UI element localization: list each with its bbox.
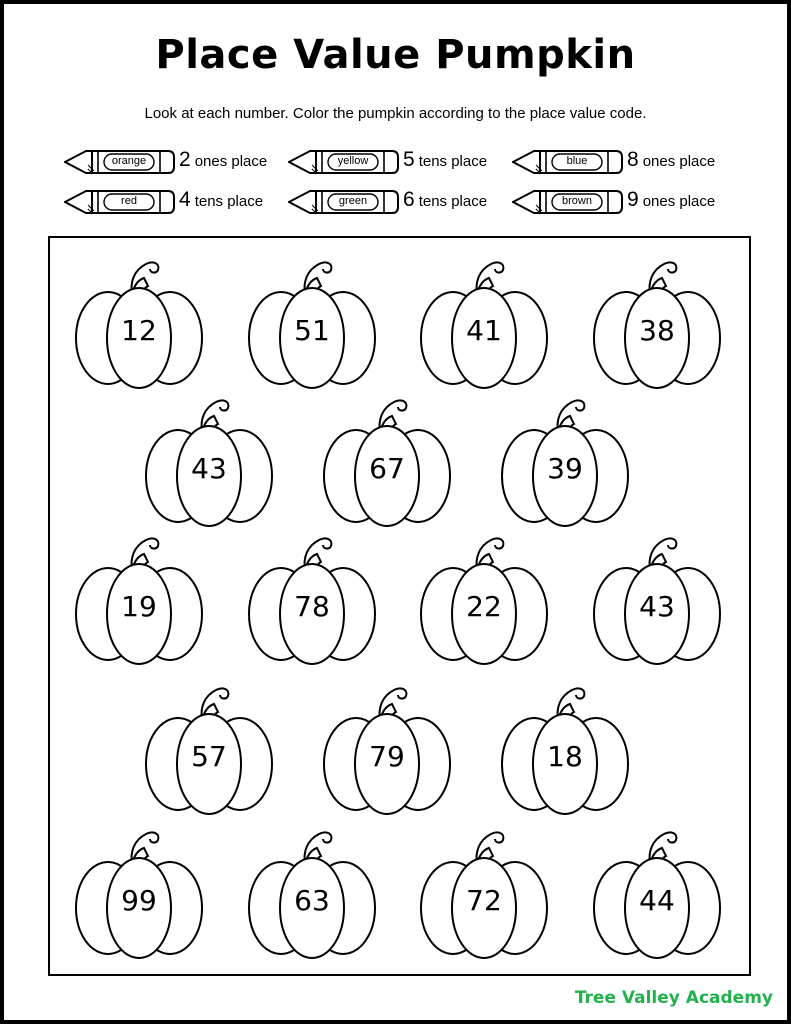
pumpkin-number: 57: [191, 740, 227, 773]
pumpkin-number: 78: [294, 590, 330, 623]
pumpkin[interactable]: [74, 532, 204, 672]
pumpkin-number: 72: [466, 884, 502, 917]
pumpkin-number: 19: [121, 590, 157, 623]
pumpkin-grid: [48, 236, 751, 976]
crayon-label: green: [338, 195, 368, 207]
pumpkin[interactable]: [419, 532, 549, 672]
page-title: Place Value Pumpkin: [155, 32, 636, 78]
pumpkin[interactable]: [592, 532, 722, 672]
pumpkin[interactable]: [74, 826, 204, 966]
pumpkin[interactable]: [322, 394, 452, 534]
crayon-label: red: [121, 195, 137, 207]
pumpkin[interactable]: [247, 532, 377, 672]
pumpkin-number: 12: [121, 314, 157, 347]
pumpkin[interactable]: [144, 394, 274, 534]
pumpkin[interactable]: [500, 394, 630, 534]
crayon-label: brown: [562, 195, 592, 207]
pumpkin-number: 51: [294, 314, 330, 347]
pumpkin-number: 18: [547, 740, 583, 773]
crayon-label: blue: [566, 155, 588, 167]
pumpkin[interactable]: [500, 682, 630, 822]
pumpkin[interactable]: [247, 256, 377, 396]
pumpkin[interactable]: [322, 682, 452, 822]
pumpkin-number: 79: [369, 740, 405, 773]
instructions: Look at each number. Color the pumpkin according to the place value code.: [144, 105, 647, 122]
pumpkin-number: 22: [466, 590, 502, 623]
crayon-label: yellow: [337, 155, 369, 167]
pumpkin[interactable]: [592, 826, 722, 966]
legend-rule: 2 ones place: [179, 148, 268, 171]
pumpkin[interactable]: [592, 256, 722, 396]
pumpkin-number: 99: [121, 884, 157, 917]
pumpkin-number: 67: [369, 452, 405, 485]
pumpkin-number: 44: [639, 884, 675, 917]
crayon-label: orange: [111, 155, 147, 167]
pumpkin-number: 41: [466, 314, 502, 347]
pumpkin[interactable]: [419, 256, 549, 396]
pumpkin-number: 38: [639, 314, 675, 347]
pumpkin[interactable]: [419, 826, 549, 966]
pumpkin-number: 43: [639, 590, 675, 623]
pumpkin-number: 63: [294, 884, 330, 917]
legend-rule: 4 tens place: [179, 188, 264, 211]
pumpkin-number: 43: [191, 452, 227, 485]
legend-rule: 5 tens place: [403, 148, 488, 171]
pumpkin-number: 39: [547, 452, 583, 485]
brand-footer: Tree Valley Academy: [574, 988, 773, 1008]
pumpkin[interactable]: [144, 682, 274, 822]
legend-rule: 6 tens place: [403, 188, 488, 211]
pumpkin[interactable]: [74, 256, 204, 396]
legend-rule: 8 ones place: [627, 148, 716, 171]
pumpkin[interactable]: [247, 826, 377, 966]
legend-rule: 9 ones place: [627, 188, 716, 211]
color-code-legend: [4, 4, 791, 234]
